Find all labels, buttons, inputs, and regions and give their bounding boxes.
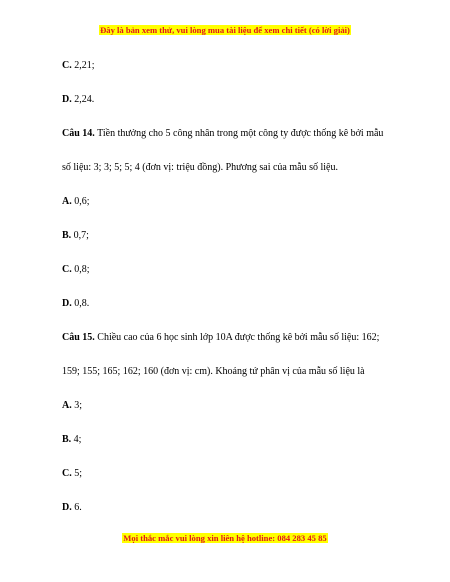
option-label: B. bbox=[62, 230, 72, 241]
option-text: 0,8; bbox=[71, 264, 90, 275]
question-15-label: Câu 15. bbox=[62, 332, 95, 343]
option-text: 0,6; bbox=[71, 196, 90, 207]
question-14-line1 bbox=[62, 128, 383, 140]
option-label: A. bbox=[62, 196, 72, 207]
option-label: C. bbox=[62, 60, 72, 71]
question-15-option-a bbox=[62, 400, 82, 412]
question-15-option-c bbox=[62, 468, 82, 480]
question-15-option-b bbox=[62, 434, 81, 446]
option-label: B. bbox=[62, 434, 72, 445]
question-15-option-d bbox=[62, 502, 82, 514]
question-14-option-d bbox=[62, 298, 89, 310]
preview-banner bbox=[0, 25, 450, 35]
option-label: D. bbox=[62, 94, 72, 105]
hotline-banner bbox=[0, 533, 450, 543]
question-14-option-a bbox=[62, 196, 90, 208]
option-text: 0,8. bbox=[71, 298, 90, 309]
option-label: D. bbox=[62, 298, 72, 309]
question-15-text: Chiều cao của 6 học sinh lớp 10A được thống kê bởi mẫu số liệu: 162; bbox=[94, 332, 380, 343]
option-text: 6. bbox=[71, 502, 82, 513]
option-text: 0,7; bbox=[71, 230, 89, 241]
option-text: 3; bbox=[71, 400, 83, 411]
option-label: A. bbox=[62, 400, 72, 411]
option-label: C. bbox=[62, 468, 72, 479]
option-text: 2,24. bbox=[71, 94, 95, 105]
question-14-label: Câu 14. bbox=[62, 128, 95, 139]
option-d-prev bbox=[62, 94, 94, 106]
option-c-prev bbox=[62, 60, 95, 72]
question-14-text: Tiền thưởng cho 5 công nhân trong một công ty được thống kê bởi mẫu bbox=[94, 128, 384, 139]
question-14-line2: số liệu: 3; 3; 5; 5; 4 (đơn vị: triệu đồng). Phương sai của mẫu số liệu. bbox=[62, 162, 338, 173]
option-text: 2,21; bbox=[71, 60, 95, 71]
preview-banner-text: Đây là bản xem thử, vui lòng mua tài liệu để xem chi tiết (có lời giải) bbox=[100, 25, 350, 35]
option-text: 4; bbox=[71, 434, 82, 445]
hotline-banner-text: Mọi thắc mắc vui lòng xin liên hệ hotline: 084 283 45 85 bbox=[123, 533, 327, 543]
question-14-option-c bbox=[62, 264, 90, 276]
question-15-line1 bbox=[62, 332, 379, 344]
option-label: D. bbox=[62, 502, 72, 513]
question-15-line2: 159; 155; 165; 162; 160 (đơn vị: cm). Khoảng tứ phân vị của mẫu số liệu là bbox=[62, 366, 365, 377]
option-label: C. bbox=[62, 264, 72, 275]
option-text: 5; bbox=[71, 468, 83, 479]
question-14-option-b bbox=[62, 230, 89, 242]
